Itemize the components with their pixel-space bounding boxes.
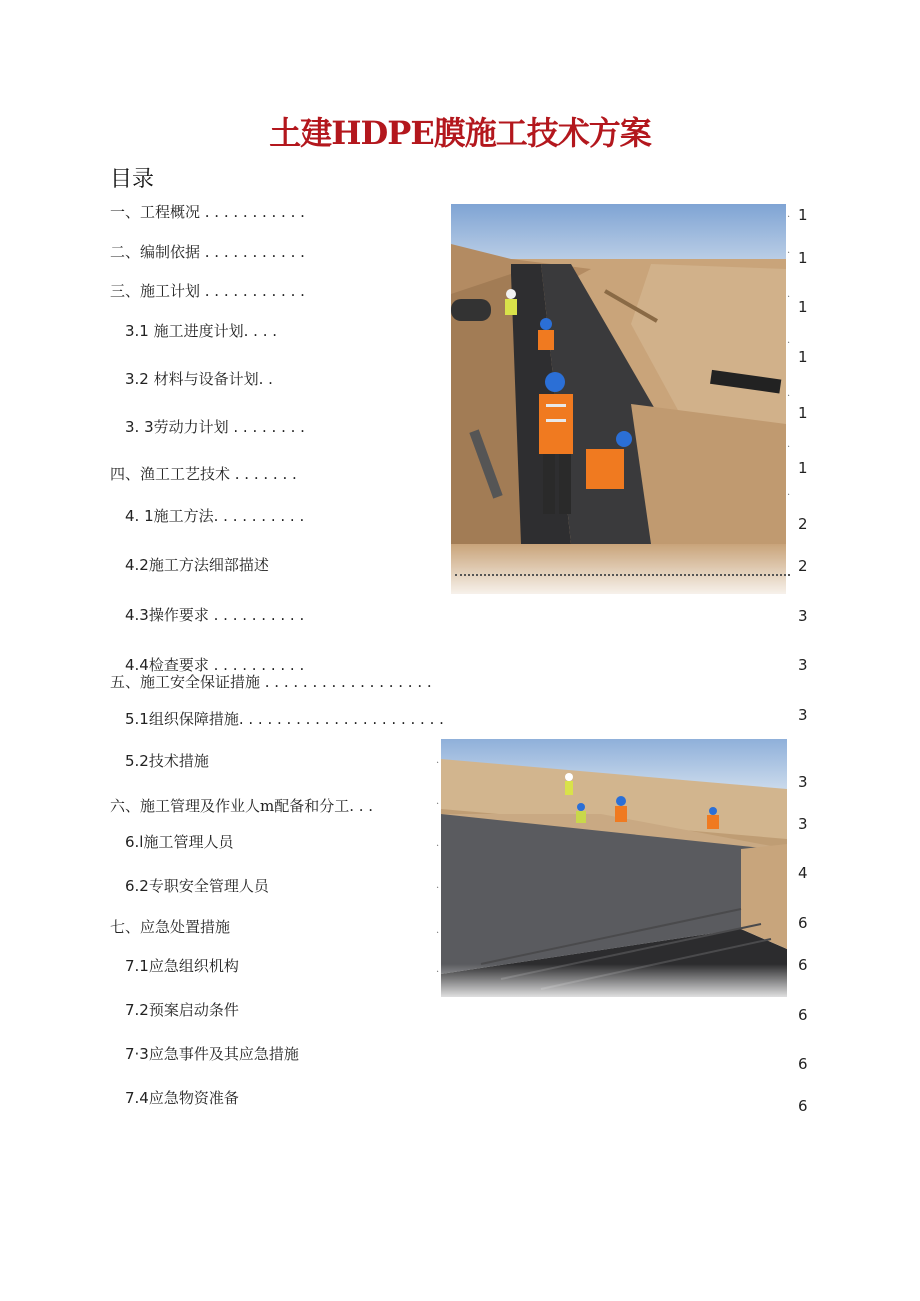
- page-number: 6: [798, 1055, 808, 1073]
- toc-entry-3-1[interactable]: 3.1 施工进度计划. . . .: [125, 322, 278, 340]
- toc-entry-2[interactable]: 二、编制依据 . . . . . . . . . . .: [110, 243, 305, 261]
- toc-entry-5-1[interactable]: 5.1组织保障措施. . . . . . . . . . . . . . . . . . . . . .: [125, 710, 444, 728]
- page-number: 6: [798, 1097, 808, 1115]
- page-number: 2: [798, 515, 808, 533]
- toc-entry-7-1[interactable]: 7.1应急组织机构: [125, 957, 239, 975]
- page-number: 1: [798, 206, 808, 224]
- dot-leader-line: [455, 574, 790, 576]
- dot-marker: .: [787, 289, 791, 300]
- dot-marker: .: [787, 209, 791, 220]
- document-title: 土建HDPE膜施工技术方案: [269, 114, 651, 152]
- dot-marker: .: [787, 245, 791, 256]
- toc-entry-4-3[interactable]: 4.3操作要求 . . . . . . . . . .: [125, 606, 305, 624]
- page-number: 6: [798, 1006, 808, 1024]
- toc-entry-4[interactable]: 四、渔工工艺技术 . . . . . . .: [110, 465, 297, 483]
- page-number: 2: [798, 557, 808, 575]
- dot-marker: .: [436, 755, 440, 766]
- toc-entry-4-1[interactable]: 4. 1施工方法. . . . . . . . . .: [125, 507, 305, 525]
- toc-entry-6-1[interactable]: 6.l施工管理人员: [125, 833, 234, 851]
- page-number: 1: [798, 404, 808, 422]
- toc-entry-7-4[interactable]: 7.4应急物资准备: [125, 1089, 239, 1107]
- dot-marker: .: [787, 388, 791, 399]
- toc-entry-4-4[interactable]: 4.4检查要求 . . . . . . . . . .: [125, 656, 305, 674]
- dot-marker: .: [436, 796, 440, 807]
- page-number: 1: [798, 348, 808, 366]
- toc-entry-7-3[interactable]: 7·3应急事件及其应急措施: [125, 1045, 299, 1063]
- page-number: 1: [798, 459, 808, 477]
- toc-entry-4-2[interactable]: 4.2施工方法细部描述: [125, 556, 269, 574]
- toc-entry-3[interactable]: 三、施工计划 . . . . . . . . . . .: [110, 282, 305, 300]
- toc-entry-3-3[interactable]: 3. 3劳动力计划 . . . . . . . .: [125, 418, 305, 436]
- dot-marker: .: [436, 880, 440, 891]
- page-number: 6: [798, 956, 808, 974]
- page-number: 3: [798, 815, 808, 833]
- page-number: 3: [798, 773, 808, 791]
- page-number: 3: [798, 607, 808, 625]
- toc-entry-1[interactable]: 一、工程概况 . . . . . . . . . . .: [110, 203, 305, 221]
- trench-liner-photo: [451, 204, 786, 594]
- page-number: 6: [798, 914, 808, 932]
- page-number: 4: [798, 864, 808, 882]
- dot-marker: .: [436, 838, 440, 849]
- toc-entry-6-2[interactable]: 6.2专职安全管理人员: [125, 877, 269, 895]
- dot-marker: .: [787, 335, 791, 346]
- dot-marker: .: [787, 439, 791, 450]
- toc-entry-7[interactable]: 七、应急处置措施: [110, 918, 231, 936]
- toc-entry-7-2[interactable]: 7.2预案启动条件: [125, 1001, 239, 1019]
- dot-marker: .: [787, 487, 791, 498]
- dot-marker: .: [436, 925, 440, 936]
- dot-marker: .: [436, 964, 440, 975]
- toc-entry-3-2[interactable]: 3.2 材料与设备计划. .: [125, 370, 273, 388]
- toc-entry-5-2[interactable]: 5.2技术措施: [125, 752, 209, 770]
- page-number: 3: [798, 656, 808, 674]
- toc-entry-6[interactable]: 六、施工管理及作业人m配备和分工. . .: [110, 797, 374, 815]
- toc-entry-5[interactable]: 五、施工安全保证措施 . . . . . . . . . . . . . . . . . .: [110, 673, 432, 691]
- page-number: 1: [798, 249, 808, 267]
- page-number: 1: [798, 298, 808, 316]
- page-number: 3: [798, 706, 808, 724]
- toc-heading: 目录: [110, 167, 155, 192]
- membrane-slope-photo: [441, 739, 787, 997]
